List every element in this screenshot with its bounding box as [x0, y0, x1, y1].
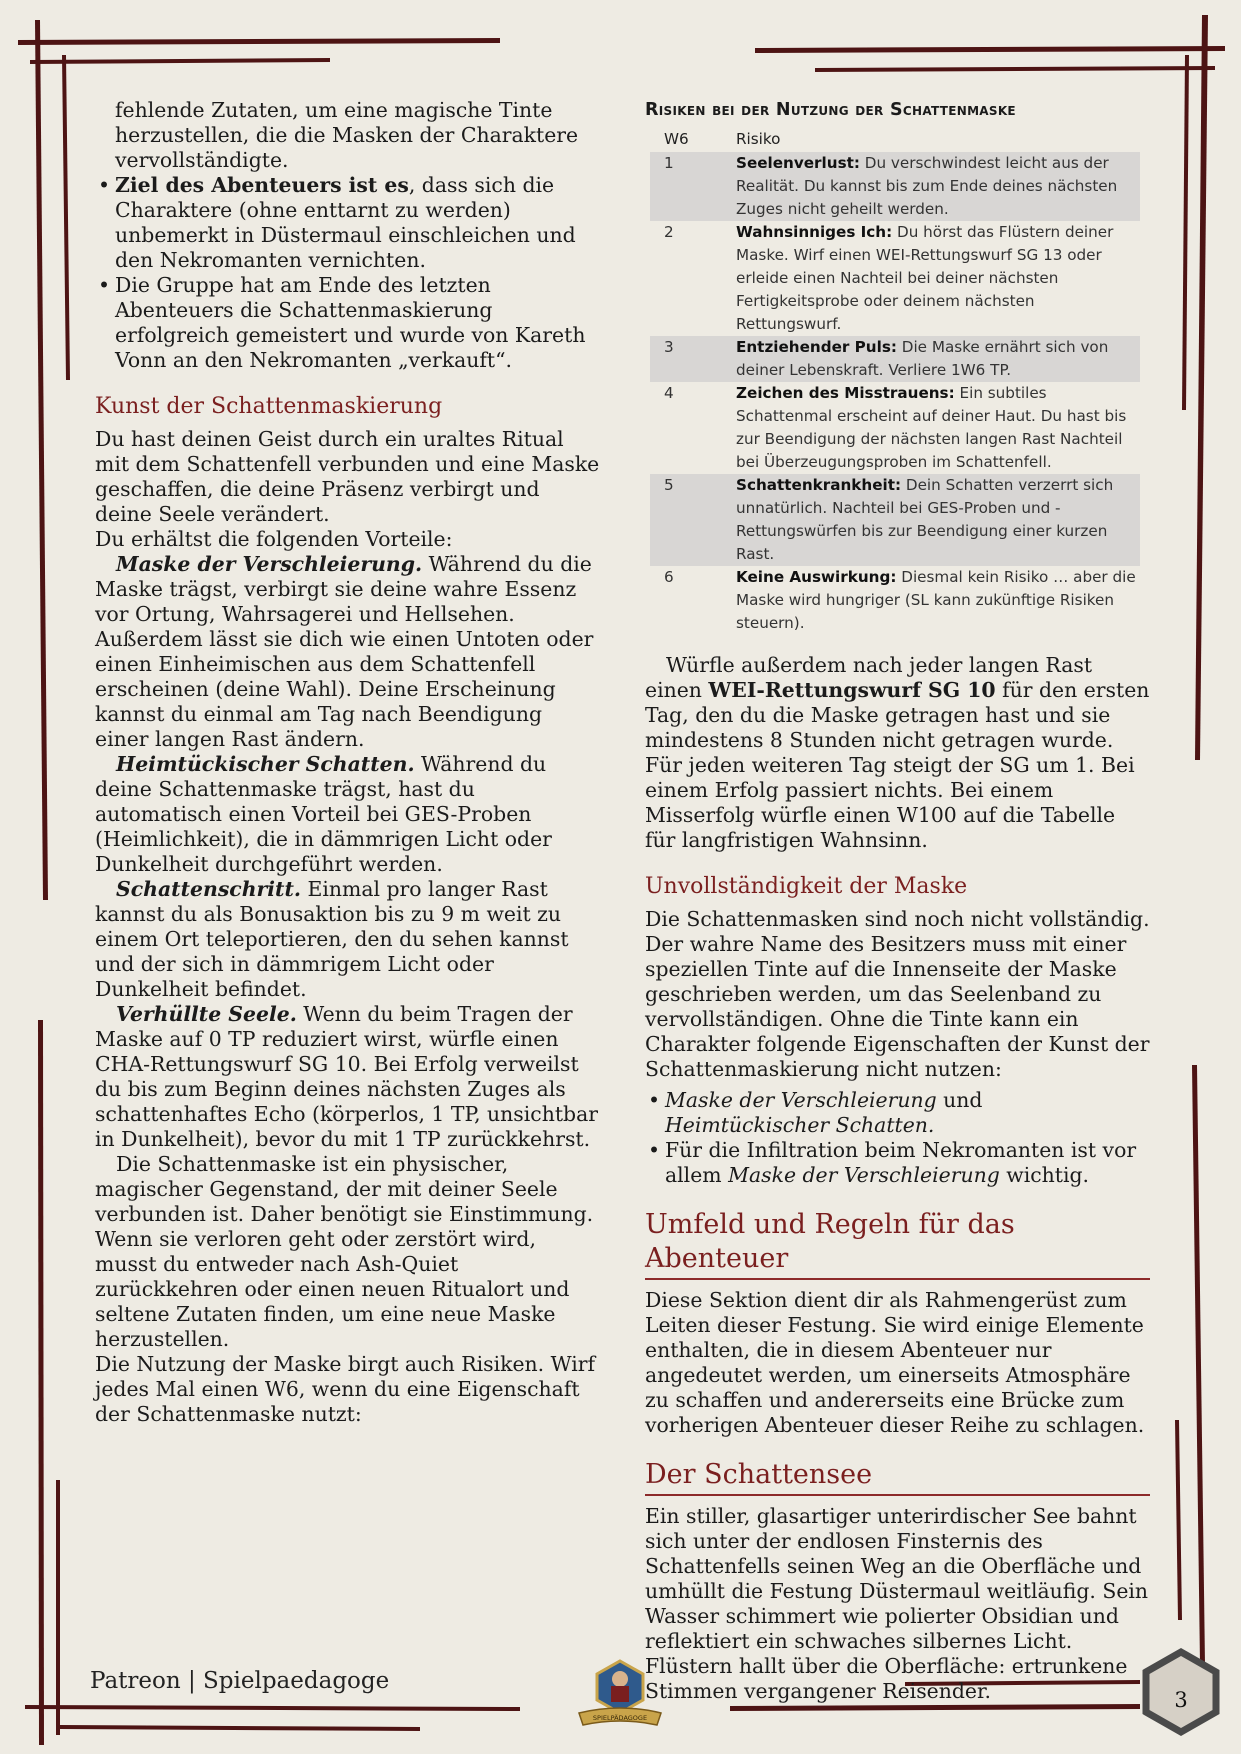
roll-number: 1: [650, 152, 722, 221]
roll-number: 2: [664, 223, 674, 241]
risk-text: Du hörst das Flüstern deiner Maske. Wirf einen WEI-Rettungswurf SG 13 oder erleide einen Nachteil bei deiner nächsten Fertigkeitsprobe oder deinem nächsten Rettungswurf.: [736, 223, 1114, 333]
section-heading-kunst: Kunst der Schattenmaskierung: [95, 394, 443, 419]
column-header-risiko: Risiko: [736, 130, 781, 148]
svg-text:SPIELPÄDAGOGE: SPIELPÄDAGOGE: [592, 1714, 648, 1722]
paragraph: Du erhältst die folgenden Vorteile:: [95, 527, 453, 551]
risk-name: Keine Auswirkung:: [736, 568, 897, 586]
risk-table-title: Risiken bei der Nutzung der Schattenmaske: [645, 100, 1016, 120]
list-item: [665, 1088, 1150, 1138]
list-text: wichtig.: [999, 1163, 1090, 1187]
roll-text-a: Würfle außerdem nach jeder langen Rast einen: [645, 653, 1093, 702]
paragraph: Diese Sektion dient dir als Rahmengerüst zum Leiten dieser Festung. Sie wird einige Elemente enthalten, die in diesem Abenteuer nur angedeutet werden, um einerseits Atmosphäre zu schaffen und andererseits eine Brücke zum vorherigen Abenteuer dieser Reihe zu schlagen.: [645, 1288, 1145, 1437]
left-column: [95, 98, 600, 1427]
table-row: [650, 152, 1140, 221]
feature-ref: Maske der Verschleierung: [665, 1088, 937, 1112]
feature-text: Einmal pro langer Rast kannst du als Bonusaktion bis zu 9 m weit zu einem Ort teleportieren, den du sehen kannst und der sich in dämmrigem Licht oder Dunkelheit befindet.: [95, 877, 569, 1001]
risk-text: Ein subtiles Schattenmal erscheint auf deiner Haut. Du hast bis zur Beendigung der nächsten langen Rast Nachteil bei Überzeugungsproben im Schattenfell.: [736, 384, 1127, 471]
risk-name: Schattenkrankheit:: [736, 476, 902, 494]
frame-left-bar-top: [35, 20, 48, 900]
risk-cell: [722, 566, 1140, 635]
paragraph: Die Nutzung der Maske birgt auch Risiken. Wirf jedes Mal einen W6, wenn du eine Eigenschaft der Schattenmaske nutzt:: [95, 1352, 596, 1426]
risk-cell: [722, 382, 1140, 474]
frame-top-right-bar-short: [815, 66, 1215, 72]
frame-left-bar-bottom: [38, 1020, 44, 1745]
list-item: [115, 273, 600, 373]
frame-top-left-bar-short: [30, 58, 330, 64]
section-heading-unvollstaendigkeit: Unvollständigkeit der Maske: [645, 874, 968, 899]
risk-cell: [722, 152, 1140, 221]
list-item: [665, 1138, 1150, 1188]
paragraph-roll: [645, 653, 1150, 853]
right-column: [645, 98, 1150, 1704]
frame-top-right-bar: [755, 46, 1225, 53]
spielpaedagoge-logo: [575, 1655, 665, 1735]
table-row: [650, 474, 1140, 566]
frame-right-bar-bottom: [1192, 1065, 1205, 1665]
frame-top-left-bar: [18, 38, 500, 45]
incomplete-list: [645, 1088, 1150, 1188]
feature-maske: [95, 552, 600, 752]
feature-text: Während du deine Schattenmaske trägst, hast du automatisch einen Vorteil bei GES-Proben (Heimlichkeit), die in dämmrigen Licht oder Dunkelheit durchgeführt werden.: [95, 752, 552, 876]
feature-heimtueckisch: [95, 752, 600, 877]
table-row: [650, 382, 1140, 474]
group-status-text: Die Gruppe hat am Ende des letzten Abenteuers die Schattenmaskierung erfolgreich gemeistert und wurde von Kareth Vonn an den Nekromanten „verkauft“.: [115, 273, 586, 372]
roll-number: 4: [664, 384, 674, 402]
list-text: Für die Infiltration beim Nekromanten ist vor allem: [665, 1138, 1137, 1187]
table-header-row: [650, 128, 1140, 152]
frame-bottom-left-bar: [25, 1705, 520, 1711]
risk-text: Die Maske ernährt sich von deiner Lebenskraft. Verliere 1W6 TP.: [736, 338, 1109, 379]
roll-text-b: für den ersten Tag, den du die Maske getragen hast und sie mindestens 8 Stunden nicht getragen wurde. Für jeden weiteren Tag steigt der SG um 1. Bei einem Erfolg passiert nichts. Bei einem Misserfolg würfle einen W100 auf die Tabelle für langfristigen Wahnsinn.: [645, 678, 1150, 852]
frame-right-bar-top-inner: [1182, 55, 1189, 410]
list-item: [115, 173, 600, 273]
frame-left-bar-top-inner: [62, 55, 70, 380]
goal-label: Ziel des Abenteuers ist es: [115, 173, 409, 197]
risk-name: Wahnsinniges Ich:: [736, 223, 893, 241]
goal-list: [95, 173, 600, 373]
paragraph: Ein stiller, glasartiger unterirdischer See bahnt sich unter der endlosen Finsternis des Schattenfells seinen Weg an die Oberfläche und umhüllt die Festung Düstermaul weitläufig. Sein Wasser schimmert wie polierter Obsidian und reflektiert ein schwaches silbernes Licht. Flüstern hallt über die Oberfläche: ertrunkene Stimmen vergangener Reisender.: [645, 1504, 1149, 1703]
roll-number: 6: [664, 568, 674, 586]
frame-bottom-left-bar-short: [60, 1725, 420, 1731]
frame-bottom-right-bar: [730, 1704, 1140, 1711]
risk-text: Diesmal kein Risiko … aber die Maske wird hungriger (SL kann zukünftige Risiken steuern).: [736, 568, 1136, 632]
feature-text: Wenn du beim Tragen der Maske auf 0 TP reduziert wirst, würfle einen CHA-Rettungswurf SG 10. Bei Erfolg verweilst du bis zum Beginn deines nächsten Zuges als schattenhaftes Echo (körperlos, 1 TP, unsichtbar in Dunkelheit), bevor du mit 1 TP zurückkehrst.: [95, 1002, 598, 1151]
roll-save-label: WEI-Rettungswurf SG 10: [708, 678, 996, 702]
section-heading-umfeld: Umfeld und Regeln für das Abenteuer: [645, 1208, 1150, 1280]
frame-right-bar-top: [1195, 15, 1208, 760]
feature-ref: Heimtückischer Schatten.: [665, 1113, 935, 1137]
feature-name: Schattenschritt.: [116, 877, 301, 901]
paragraph: Du hast deinen Geist durch ein uraltes Ritual mit dem Schattenfell verbunden und eine Maske geschaffen, die deine Präsenz verbirgt und deine Seele verändert.: [95, 427, 600, 526]
risk-name: Entziehender Puls:: [736, 338, 897, 356]
risk-table: [650, 128, 1140, 635]
footer-credit: Patreon | Spielpaedagoge: [90, 1668, 390, 1694]
frame-right-bar-bottom-inner: [1175, 1420, 1182, 1620]
intro-continuation: fehlende Zutaten, um eine magische Tinte herzustellen, die die Masken der Charaktere vervollständigte.: [115, 98, 579, 172]
risk-text: Dein Schatten verzerrt sich unnatürlich. Nachteil bei GES-Proben und -Rettungswürfen bis zur Beendigung einer kurzen Rast.: [736, 476, 1114, 563]
roll-number: 5: [650, 474, 722, 566]
frame-left-bar-bottom-inner: [56, 1480, 60, 1735]
risk-cell: [722, 336, 1140, 382]
table-row: [650, 221, 1140, 336]
paragraph: Die Schattenmaske ist ein physischer, magischer Gegenstand, der mit deiner Seele verbunden ist. Daher benötigt sie Einstimmung. Wenn sie verloren geht oder zerstört wird, musst du entweder nach Ash-Quiet zurückkehren oder einen neuen Ritualort und seltene Zutaten finden, um eine neue Maske herzustellen.: [95, 1152, 594, 1351]
table-row: [650, 336, 1140, 382]
feature-verhuellte-seele: [95, 1002, 600, 1152]
table-row: [650, 566, 1140, 635]
section-heading-schattensee: Der Schattensee: [645, 1458, 1150, 1496]
paragraph: Die Schattenmasken sind noch nicht vollständig. Der wahre Name des Besitzers muss mit einer speziellen Tinte auf die Innenseite der Maske geschrieben werden, um das Seelenband zu vervollständigen. Ohne die Tinte kann ein Charakter folgende Eigenschaften der Kunst der Schattenmaskierung nicht nutzen:: [645, 907, 1150, 1081]
feature-name: Heimtückischer Schatten.: [116, 752, 415, 776]
risk-cell: [722, 474, 1140, 566]
risk-cell: [722, 221, 1140, 336]
roll-number: 3: [650, 336, 722, 382]
risk-text: Du verschwindest leicht aus der Realität. Du kannst bis zum Ende deines nächsten Zuges nicht geheilt werden.: [736, 154, 1118, 218]
feature-ref: Maske der Verschleierung: [728, 1163, 1000, 1187]
feature-schattenschritt: [95, 877, 600, 1002]
page-number: 3: [1174, 1688, 1188, 1712]
goal-text: , dass sich die Charaktere (ohne enttarnt zu werden) unbemerkt in Düstermaul einschleichen und den Nekromanten vernichten.: [115, 173, 576, 272]
risk-name: Seelenverlust:: [736, 154, 860, 172]
risk-name: Zeichen des Misstrauens:: [736, 384, 955, 402]
feature-text: Während du die Maske trägst, verbirgt sie deine wahre Essenz vor Ortung, Wahrsagerei und Hellsehen. Außerdem lässt sie dich wie einen Untoten oder einen Einheimischen aus dem Schattenfell erscheinen (deine Wahl). Deine Erscheinung kannst du einmal am Tag nach Beendigung einer langen Rast ändern.: [95, 552, 594, 751]
list-text: und: [936, 1088, 983, 1112]
feature-name: Maske der Verschleierung.: [116, 552, 423, 576]
feature-name: Verhüllte Seele.: [116, 1002, 297, 1026]
column-header-w6: W6: [664, 130, 689, 148]
